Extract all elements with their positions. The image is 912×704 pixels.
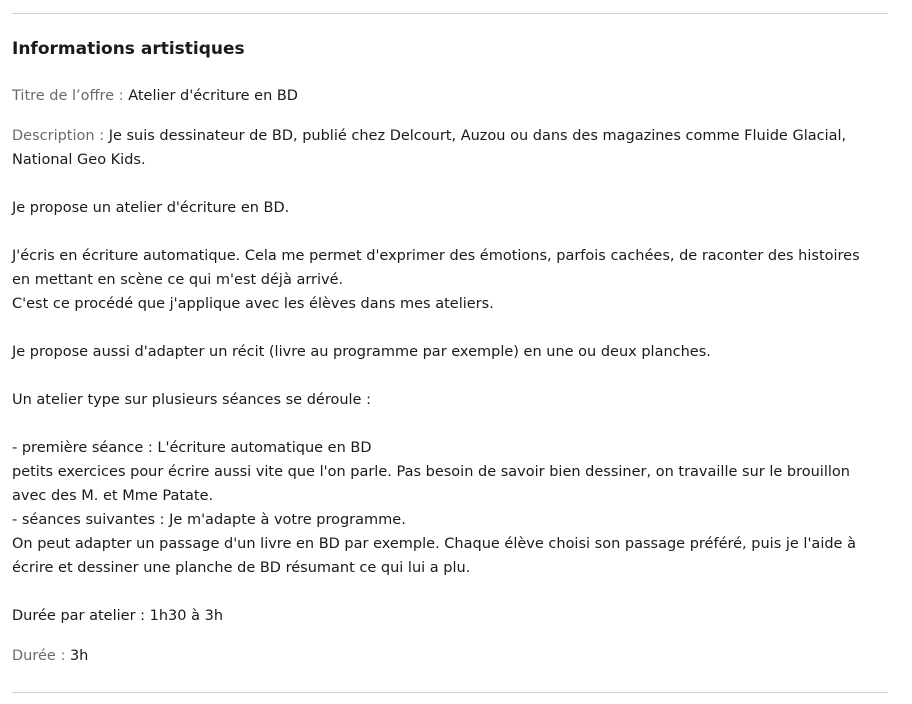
description-line: - première séance : L'écriture automatique en BD <box>12 440 372 456</box>
description-line: On peut adapter un passage d'un livre en BD par exemple. Chaque élève choisi son passage préféré, puis je l'aide à <box>12 536 856 552</box>
description-line: C'est ce procédé que j'applique avec les élèves dans mes ateliers. <box>12 296 494 312</box>
description-line <box>12 364 888 388</box>
duration-field <box>12 644 884 668</box>
offer-title-field <box>12 84 884 108</box>
description-line <box>12 220 888 244</box>
description-line <box>12 172 888 196</box>
bottom-divider <box>12 692 888 693</box>
description-label: Description : <box>12 128 105 144</box>
description-line: Durée par atelier : 1h30 à 3h <box>12 608 224 624</box>
description-line <box>12 316 888 340</box>
description-line: petits exercices pour écrire aussi vite que l'on parle. Pas besoin de savoir bien dessiner, on travaille sur le brouillon <box>12 464 850 480</box>
section-title: Informations artistiques <box>12 39 245 59</box>
description-line <box>12 412 888 436</box>
description-line: - séances suivantes : Je m'adapte à votre programme. <box>12 512 406 528</box>
offer-title-label: Titre de l’offre : <box>12 88 124 104</box>
description-line: Description : Je suis dessinateur de BD, publié chez Delcourt, Auzou ou dans des magazines comme Fluide Glacial, <box>12 128 847 144</box>
description-field <box>12 124 888 628</box>
description-line: J'écris en écriture automatique. Cela me permet d'exprimer des émotions, parfois cachées, de raconter des histoires <box>12 248 860 264</box>
description-line: avec des M. et Mme Patate. <box>12 488 214 504</box>
description-line: Je propose aussi d'adapter un récit (livre au programme par exemple) en une ou deux planches. <box>12 344 711 360</box>
description-line: Un atelier type sur plusieurs séances se déroule : <box>12 392 371 408</box>
description-line: écrire et dessiner une planche de BD résumant ce qui lui a plu. <box>12 560 471 576</box>
description-line <box>12 580 888 604</box>
duration-label: Durée : <box>12 648 66 664</box>
offer-title-value: Atelier d'écriture en BD <box>128 88 298 104</box>
duration-value: 3h <box>69 648 89 664</box>
description-line: en mettant en scène ce qui m'est déjà arrivé. <box>12 272 344 288</box>
description-line: National Geo Kids. <box>12 152 146 168</box>
description-line: Je propose un atelier d'écriture en BD. <box>12 200 290 216</box>
top-divider <box>12 13 888 14</box>
